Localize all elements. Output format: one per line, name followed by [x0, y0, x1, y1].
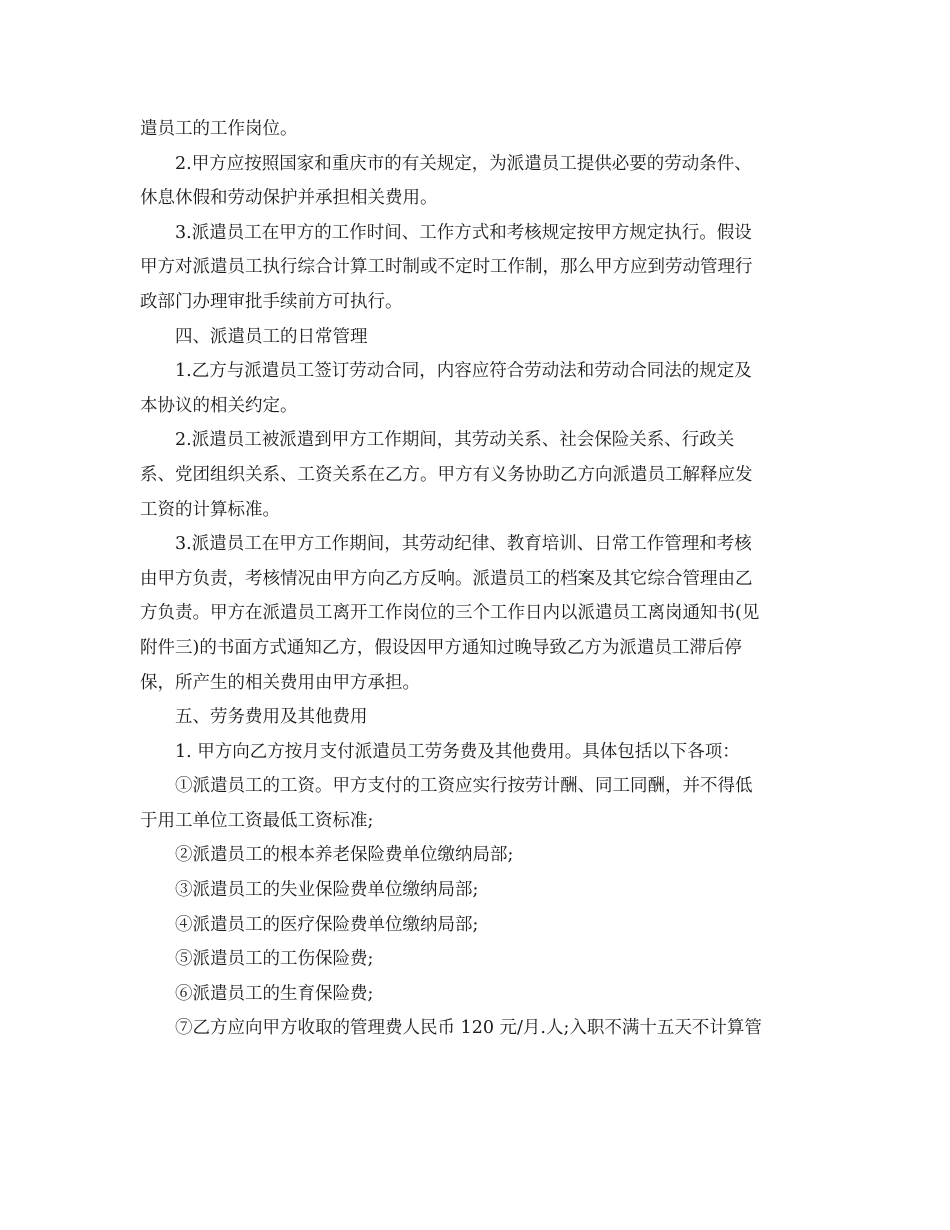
- text-line: 五、劳务费用及其他费用: [175, 707, 368, 728]
- text-line: 2.派遣员工被派遣到甲方工作期间，其劳动关系、社会保险关系、行政关: [175, 430, 735, 451]
- text-line: 由甲方负责，考核情况由甲方向乙方反响。派遣员工的档案及其它综合管理由乙: [140, 568, 753, 589]
- text-line: ⑤派遣员工的工伤保险费;: [175, 949, 374, 970]
- text-line: 2.甲方应按照国家和重庆市的有关规定，为派遣员工提供必要的劳动条件、: [175, 153, 752, 174]
- text-line: 1.乙方与派遣员工签订劳动合同，内容应符合劳动法和劳动合同法的规定及: [175, 361, 752, 382]
- text-line: ②派遣员工的根本养老保险费单位缴纳局部;: [175, 845, 514, 866]
- text-line: ④派遣员工的医疗保险费单位缴纳局部;: [175, 914, 479, 935]
- text-line: 遣员工的工作岗位。: [140, 119, 298, 139]
- text-line: 3.派遣员工在甲方的工作时间、工作方式和考核规定按甲方规定执行。假设: [175, 222, 752, 243]
- text-line: 系、党团组织关系、工资关系在乙方。甲方有义务协助乙方向派遣员工解释应发: [140, 464, 753, 485]
- document-body: [140, 112, 820, 1046]
- text-line: ③派遣员工的失业保险费单位缴纳局部;: [175, 880, 479, 901]
- text-line: 3.派遣员工在甲方工作期间，其劳动纪律、教育培训、日常工作管理和考核: [175, 534, 752, 555]
- text-line: 甲方对派遣员工执行综合计算工时制或不定时工作制，那么甲方应到劳动管理行: [140, 257, 753, 278]
- text-line: ⑥派遣员工的生育保险费;: [175, 983, 374, 1004]
- text-line: 本协议的相关约定。: [140, 395, 298, 416]
- text-line: ⑦乙方应向甲方收取的管理费人民币 120 元/月.人;入职不满十五天不计算管: [175, 1018, 762, 1039]
- text-line: 于用工单位工资最低工资标准;: [140, 810, 374, 831]
- text-line: 休息休假和劳动保护并承担相关费用。: [140, 188, 438, 209]
- text-line: 工资的计算标准。: [140, 499, 280, 520]
- text-line: 四、派遣员工的日常管理: [175, 326, 368, 347]
- text-line: ①派遣员工的工资。甲方支付的工资应实行按劳计酬、同工同酬，并不得低: [175, 776, 753, 797]
- text-line: 1. 甲方向乙方按月支付派遣员工劳务费及其他费用。具体包括以下各项：: [175, 741, 740, 762]
- text-line: 附件三)的书面方式通知乙方，假设因甲方通知过晚导致乙方为派遣员工滞后停: [140, 637, 742, 658]
- text-line: 方负责。甲方在派遣员工离开工作岗位的三个工作日内以派遣员工离岗通知书(见: [140, 603, 760, 624]
- text-line: 政部门办理审批手续前方可执行。: [140, 291, 403, 312]
- text-line: 保，所产生的相关费用由甲方承担。: [140, 672, 420, 693]
